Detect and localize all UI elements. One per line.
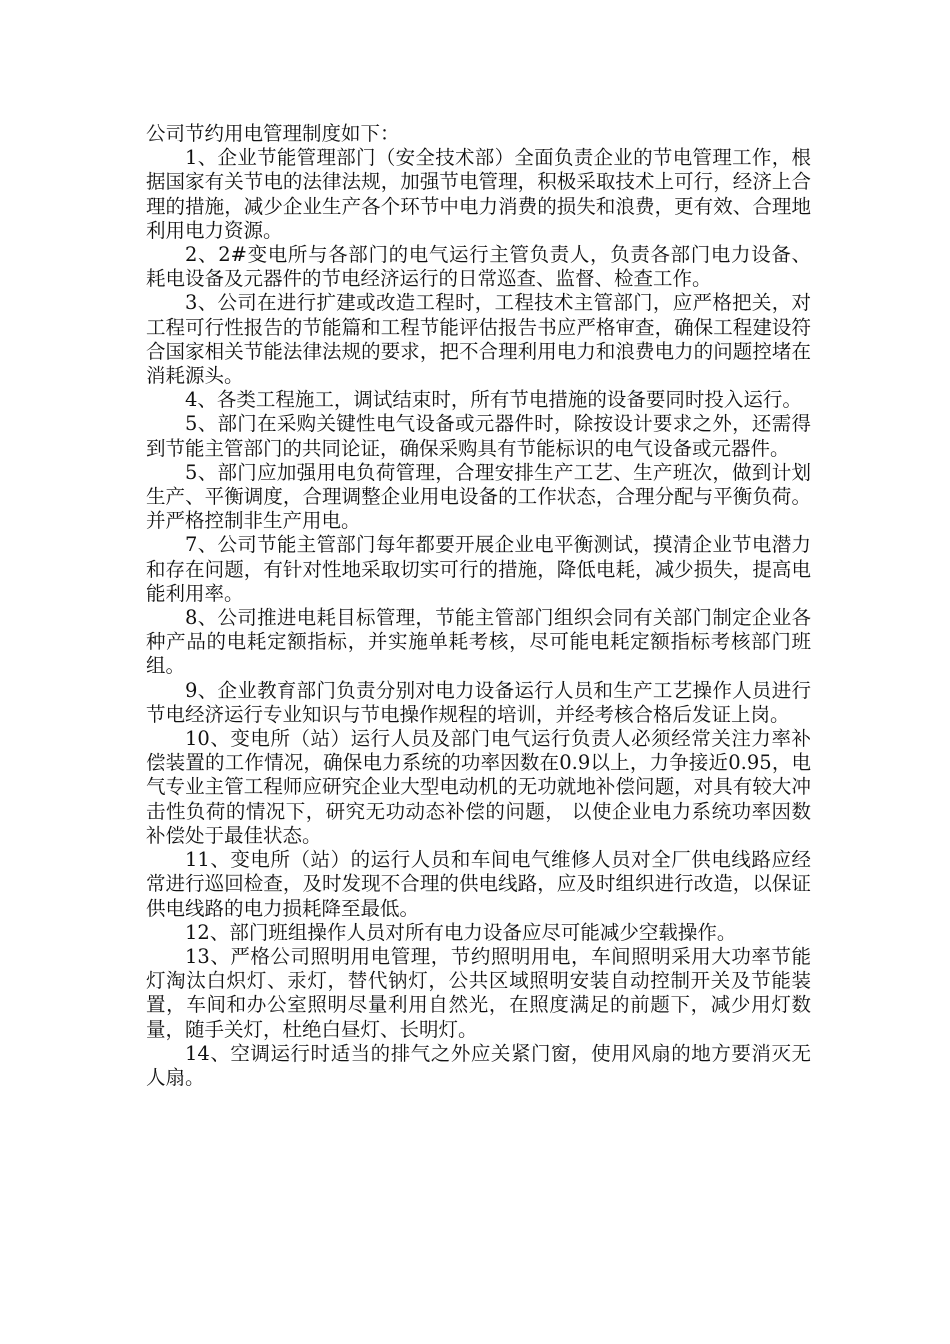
document-page [146, 122, 811, 1090]
rule-paragraph-8: 8、公司推进电耗目标管理，节能主管部门组织会同有关部门制定企业各种产品的电耗定额指标，并实施单耗考核，尽可能电耗定额指标考核部门班组。 [146, 606, 811, 678]
rule-paragraph-7: 7、公司节能主管部门每年都要开展企业电平衡测试，摸清企业节电潜力和存在问题，有针对性地采取切实可行的措施，降低电耗，减少损失，提高电能利用率。 [146, 533, 811, 605]
rule-paragraph-13: 13、严格公司照明用电管理，节约照明用电，车间照明采用大功率节能灯淘汰白炽灯、汞灯，替代钠灯，公共区域照明安装自动控制开关及节能装置，车间和办公室照明尽量利用自然光，在照度满足的前题下，减少用灯数量，随手关灯，杜绝白昼灯、长明灯。 [146, 944, 811, 1041]
rule-paragraph-1: 1、企业节能管理部门（安全技术部）全面负责企业的节电管理工作，根据国家有关节电的法律法规，加强节电管理，积极采取技术上可行，经济上合理的措施，减少企业生产各个环节中电力消费的损失和浪费，更有效、合理地利用电力资源。 [146, 146, 811, 242]
document-intro: 公司节约用电管理制度如下： [146, 122, 400, 145]
rule-paragraph-3: 3、公司在进行扩建或改造工程时，工程技术主管部门，应严格把关，对工程可行性报告的节能篇和工程节能评估报告书应严格审查，确保工程建设符合国家相关节能法律法规的要求，把不合理利用电力和浪费电力的问题控堵在消耗源头。 [146, 291, 811, 388]
rule-paragraph-6: 5、部门应加强用电负荷管理，合理安排生产工艺、生产班次，做到计划生产、平衡调度，合理调整企业用电设备的工作状态，合理分配与平衡负荷。并严格控制非生产用电。 [146, 460, 811, 533]
rule-paragraph-12: 12、部门班组操作人员对所有电力设备应尽可能减少空载操作。 [185, 920, 737, 944]
rule-paragraph-4: 4、各类工程施工，调试结束时，所有节电措施的设备要同时投入运行。 [185, 388, 802, 412]
rule-paragraph-9: 9、企业教育部门负责分别对电力设备运行人员和生产工艺操作人员进行节电经济运行专业知识与节电操作规程的培训，并经考核合格后发证上岗。 [146, 678, 811, 726]
rule-paragraph-5: 5、部门在采购关键性电气设备或元器件时，除按设计要求之外，还需得到节能主管部门的共同论证，确保采购具有节能标识的电气设备或元器件。 [146, 412, 811, 460]
rule-paragraph-14: 14、空调运行时适当的排气之外应关紧门窗，使用风扇的地方要消灭无人扇。 [146, 1041, 811, 1089]
rule-paragraph-2: 2、2#变电所与各部门的电气运行主管负责人，负责各部门电力设备、耗电设备及元器件的节电经济运行的日常巡查、监督、检查工作。 [146, 243, 811, 291]
rule-paragraph-11: 11、变电所（站）的运行人员和车间电气维修人员对全厂供电线路应经常进行巡回检查，及时发现不合理的供电线路，应及时组织进行改造，以保证供电线路的电力损耗降至最低。 [146, 848, 811, 920]
rule-paragraph-10: 10、变电所（站）运行人员及部门电气运行负责人必须经常关注力率补偿装置的工作情况，确保电力系统的功率因数在0.9以上，力争接近0.95，电气专业主管工程师应研究企业大型电动机的无功就地补偿问题，对具有较大冲击性负荷的情况下，研究无功动态补偿的问题， 以使企业电力系统功率因数补偿处于最佳状态。 [146, 727, 811, 847]
